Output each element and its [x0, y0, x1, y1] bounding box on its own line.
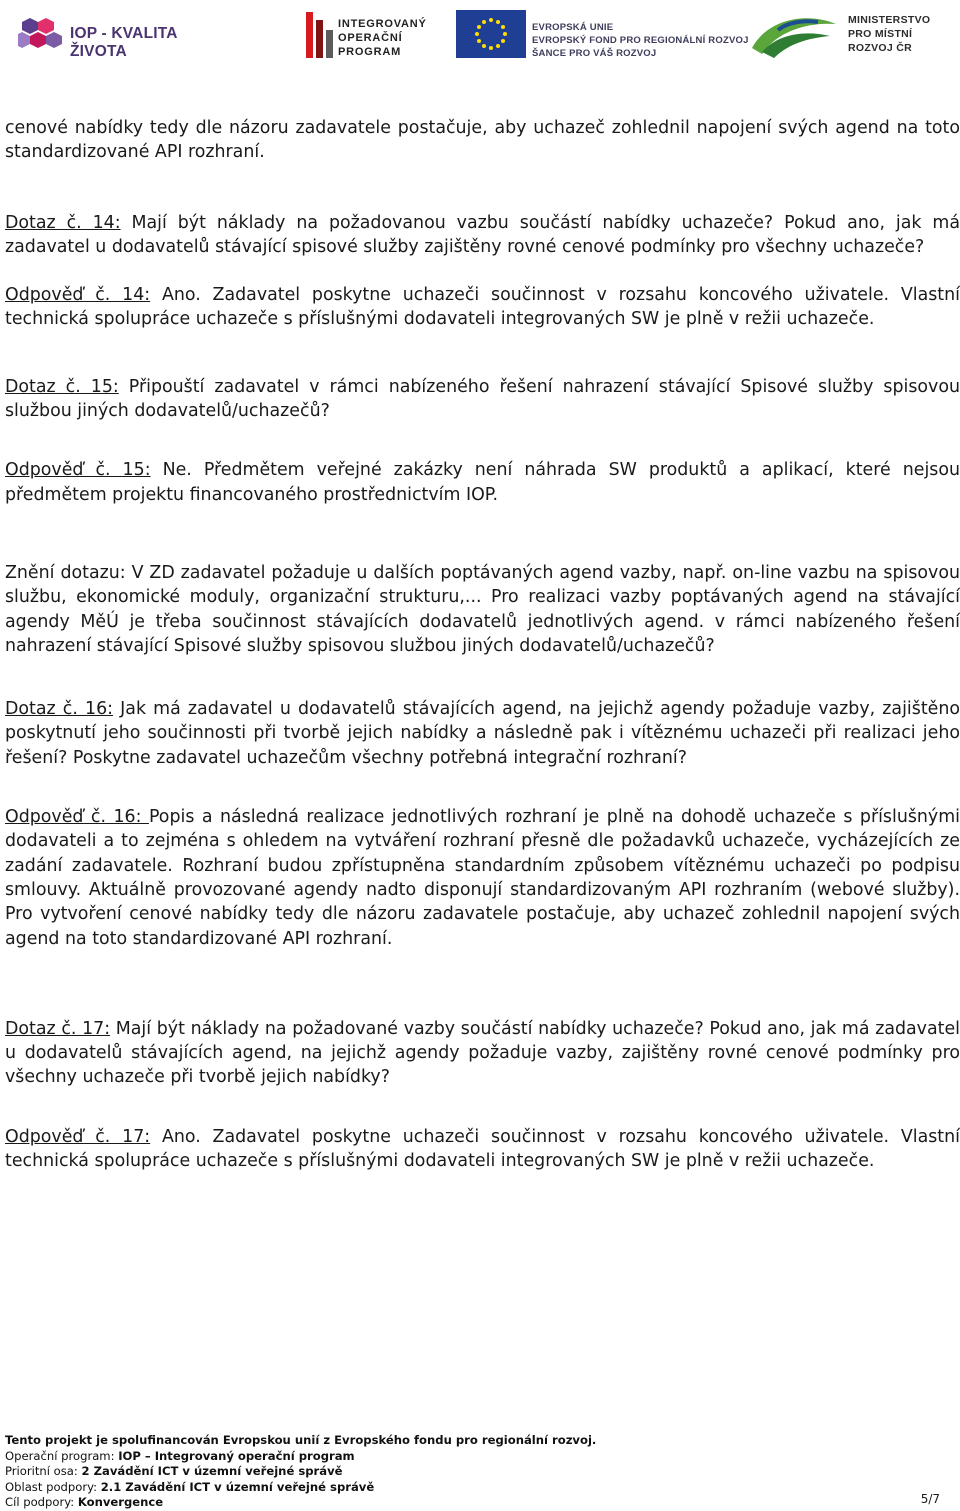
iop2-line1: INTEGROVANÝ [338, 18, 427, 30]
mmr-line2: PRO MÍSTNÍ [848, 28, 913, 40]
document-body [5, 116, 960, 1173]
answer-14-text: Ano. Zadavatel poskytne uchazeči součinnost v rozsahu koncového uživatele. Vlastní technická spolupráce uchazeče s příslušnými dodavateli integrovaných SW je plně v režii uchazeče. [5, 285, 960, 330]
eu-logo [456, 8, 749, 60]
footer-priority-label: Prioritní osa: [5, 1464, 82, 1478]
answer-15-text: Ne. Předmětem veřejné zakázky není náhrada SW produktů a aplikací, které nejsou předmětem projektu financovaného prostřednictvím IOP. [5, 460, 960, 505]
footer-program-value: IOP – Integrovaný operační program [118, 1448, 355, 1463]
mmr-line1: MINISTERSTVO [848, 14, 931, 26]
question-15-label: Dotaz č. 15: [5, 376, 119, 397]
footer-priority-axis [5, 1464, 950, 1480]
answer-16-label: Odpověď č. 16: [5, 807, 149, 828]
answer-17-label: Odpověď č. 17: [5, 1126, 151, 1147]
footer-support-value: 2.1 Zavádění ICT v územní veřejné správě [100, 1479, 375, 1494]
question-16-text: Jak má zadavatel u dodavatelů stávajících agend, na jejichž agendy požaduje vazby, zajištěno poskytnutí jeho součinnosti při tvorbě jejich nabídky a následně pak i vítěznému uchazeči při realizaci jeho řešení? Poskytne zadavatel uchazečům všechny potřebná integrační rozhraní? [5, 699, 960, 768]
footer [5, 1433, 950, 1511]
mmr-logo [748, 8, 948, 60]
question-16-label: Dotaz č. 16: [5, 699, 114, 720]
question-17-label: Dotaz č. 17: [5, 1018, 111, 1039]
question-17-text: Mají být náklady na požadované vazby součástí nabídky uchazeče? Pokud ano, jak má zadavatel u dodavatelů stávajících agend, na jejichž agendy požaduje vazby, zajištěny rovné cenové podmínky pro všechny uchazeče při tvorbě jejich nabídky? [5, 1018, 960, 1088]
question-15 [5, 375, 960, 424]
hexagon-cluster-icon [18, 16, 64, 56]
question-14 [5, 211, 960, 260]
question-16 [5, 697, 960, 770]
footer-cofinancing-text: Tento projekt je spolufinancován Evropskou unií z Evropského fondu pro regionální rozvoj. [5, 1433, 597, 1447]
mmr-emblem-icon [748, 8, 840, 60]
eu-flag-icon [456, 10, 526, 58]
footer-program [5, 1449, 950, 1465]
footer-cofinancing [5, 1433, 950, 1449]
paragraph-continuation: cenové nabídky tedy dle názoru zadavatele postačuje, aby uchazeč zohlednil napojení svých agend na toto standardizované API rozhraní. [5, 118, 960, 163]
mmr-line3: ROZVOJ ČR [848, 42, 912, 54]
answer-15-label: Odpověď č. 15: [5, 460, 151, 481]
answer-17 [5, 1125, 960, 1174]
footer-support-label: Oblast podpory: [5, 1479, 101, 1494]
answer-15 [5, 458, 960, 507]
integrovany-operacni-program-logo [306, 8, 446, 60]
footer-support-goal [5, 1495, 950, 1511]
header-logos [0, 0, 960, 70]
question-wording: Znění dotazu: V ZD zadavatel požaduje u dalších poptávaných agend vazby, např. on-line vazbu na spisovou službu, ekonomické moduly, organizační strukturu,... Pro realizaci vazby poptávaných agend na stávající agendy MěÚ je třeba součinnost stávajících dodavatelů jednotlivých agend. v rámci nabízeného řešení nahrazení stávající Spisové služby spisovou službou jiných dodavatelů/uchazečů? [5, 562, 960, 656]
iop-kvalita-zivota-logo [18, 16, 228, 60]
iop-logo-text: IOP - KVALITA ŽIVOTA [70, 25, 178, 60]
iop2-line2: OPERAČNÍ [338, 32, 403, 44]
question-15-text: Připouští zadavatel v rámci nabízeného řešení nahrazení stávající Spisové služby spisovou službou jiných dodavatelů/uchazečů? [5, 376, 960, 422]
answer-17-text: Ano. Zadavatel poskytne uchazeči součinnost v rozsahu koncového uživatele. Vlastní technická spolupráce uchazeče s příslušnými dodavateli integrovaných SW je plně v režii uchazeče. [5, 1126, 960, 1172]
answer-14 [5, 283, 960, 332]
question-14-text: Mají být náklady na požadovanou vazbu součástí nabídky uchazeče? Pokud ano, jak má zadavatel u dodavatelů stávající spisové služby zajištěny rovné cenové podmínky pro všechny uchazeče? [5, 212, 960, 257]
footer-support-area [5, 1480, 950, 1496]
answer-16 [5, 805, 960, 951]
answer-14-label: Odpověď č. 14: [5, 285, 151, 306]
footer-priority-value: 2 Zavádění ICT v územní veřejné správě [81, 1464, 343, 1478]
page-number: 5/7 [920, 1492, 940, 1506]
question-14-label: Dotaz č. 14: [5, 212, 121, 233]
footer-goal-value: Konvergence [77, 1495, 164, 1509]
footer-program-label: Operační program: [5, 1448, 119, 1463]
eu-line3: ŠANCE PRO VÁŠ ROZVOJ [532, 48, 657, 59]
question-17 [5, 1017, 960, 1090]
eu-line1: EVROPSKÁ UNIE [532, 22, 614, 33]
iop2-line3: PROGRAM [338, 46, 402, 58]
eu-line2: EVROPSKÝ FOND PRO REGIONÁLNÍ ROZVOJ [532, 35, 749, 46]
bar-mark-icon [306, 12, 334, 58]
footer-goal-label: Cíl podpory: [5, 1495, 78, 1509]
answer-16-text: Popis a následná realizace jednotlivých rozhraní je plně na dohodě uchazeče s příslušnými dodavateli a to zejména s ohledem na vytváření rozhraní přesně dle požadavků uchazeče, vycházejících ze zadání zadavatele. Rozhraní budou zpřístupněna standardním způsobem vítěznému uchazeči po podpisu smlouvy. Aktuálně provozované agendy nadto disponují standardizovaným API rozhraním (webové služby). Pro vytvoření cenové nabídky tedy dle názoru zadavatele postačuje, aby uchazeč zohlednil napojení svých agend na toto standardizované API rozhraní. [5, 807, 960, 949]
